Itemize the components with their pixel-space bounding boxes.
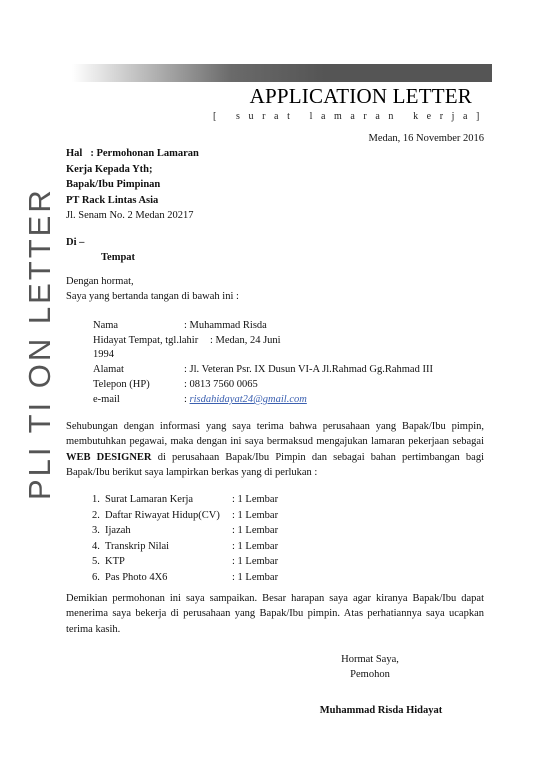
page-subtitle: [ surat lamaran kerja] (213, 111, 488, 122)
list-item-name: Daftar Riwayat Hidup(CV) (105, 509, 220, 521)
list-item-name: Transkrip Nilai (105, 540, 170, 552)
list-item (92, 570, 352, 586)
body-part-2: di perusahaan Bapak/Ibu Pimpin dan sebagai bahan pertimbangan bagi Bapak/Ibu berikut saya lampirkan berkas yang di perlukan : (66, 451, 485, 478)
list-item-number: 5. (92, 556, 100, 567)
list-item-number: 2. (92, 509, 100, 521)
body-paragraph (66, 419, 484, 480)
list-item-name: Ijazah (105, 525, 131, 536)
list-item-qty: : 1 Lembar (232, 509, 279, 521)
list-item (92, 523, 352, 539)
addressee-line-4: PT Rack Lintas Asia (66, 194, 159, 206)
telepon-value: : 0813 7560 0065 (184, 379, 258, 390)
list-item-name: Pas Photo 4X6 (105, 571, 168, 583)
list-item-number: 4. (92, 540, 100, 552)
list-item (92, 508, 352, 524)
alamat-label: Alamat (93, 364, 124, 375)
email-link[interactable]: risdahidayat24@gmail.com (189, 394, 307, 405)
nama-label: Nama (93, 320, 119, 331)
list-item-name: KTP (105, 556, 125, 567)
hal-line (66, 146, 199, 162)
tempat-label: Tempat (101, 252, 136, 263)
ttl-label: Hidayat Tempat, tgl.lahir (93, 335, 199, 346)
ttl-year: 1994 (93, 349, 114, 360)
list-item (92, 554, 352, 570)
signature-role: Pemohon (350, 669, 390, 680)
addressee-line-3: Bapak/Ibu Pimpinan (66, 179, 161, 190)
email-colon: : (184, 394, 187, 405)
di-label: Di – (66, 237, 85, 248)
body-part-1: Sehubungan dengan informasi yang saya terima bahwa perusahaan yang Bapak/Ibu pimpin, membutuhkan pegawai, maka dengan ini saya bermaksud mengajukan lamaran pekerjaan sebagai (66, 421, 484, 448)
addressee-line-2: Kerja Kepada Yth; (66, 163, 153, 175)
ttl-value: : Medan, 24 Juni (210, 335, 281, 346)
alamat-value: : Jl. Veteran Psr. IX Dusun VI-A Jl.Rahmad Gg.Rahmad III (184, 364, 433, 375)
intro-text: Saya yang bertanda tangan di bawah ini : (66, 291, 239, 302)
list-item (92, 492, 352, 508)
vertical-watermark-text: PLI TI ON LETTER (22, 187, 57, 500)
list-item-number: 1. (92, 494, 100, 505)
attachment-list (92, 492, 352, 585)
addressee-block (66, 146, 199, 224)
nama-value: : Muhammad Risda (184, 320, 267, 331)
list-item-qty: : 1 Lembar (232, 494, 279, 505)
header-gradient-bar (72, 64, 492, 82)
addressee-line-5: Jl. Senam No. 2 Medan 20217 (66, 210, 194, 221)
identity-block (93, 318, 493, 408)
telepon-label: Telepon (HP) (93, 379, 150, 390)
position-name: WEB DESIGNER (66, 451, 152, 463)
list-item-qty: : 1 Lembar (232, 540, 279, 552)
email-row (184, 392, 307, 408)
list-item (92, 539, 352, 555)
list-item-qty: : 1 Lembar (232, 571, 279, 583)
list-item-number: 6. (92, 571, 100, 583)
letter-date: Medan, 16 November 2016 (368, 133, 484, 144)
list-item-qty: : 1 Lembar (232, 556, 279, 567)
signature-regards: Hormat Saya, (341, 654, 399, 665)
list-item-qty: : 1 Lembar (232, 525, 279, 536)
hal-label: Hal (66, 148, 83, 159)
closing-paragraph: Demikian permohonan ini saya sampaikan. Besar harapan saya agar kiranya Bapak/Ibu dapat menerima saya bekerja di perusahaan yang Bapak/Ibu pimpin. Atas perhatiannya saya ucapkan terima kasih. (66, 593, 484, 635)
email-label: e-mail (93, 394, 120, 405)
hal-value: : Permohonan Lamaran (90, 148, 199, 159)
page-title: APPLICATION LETTER (249, 84, 472, 108)
greeting: Dengan hormat, (66, 276, 134, 287)
list-item-number: 3. (92, 525, 100, 536)
list-item-name: Surat Lamaran Kerja (105, 494, 194, 505)
signature-name: Muhammad Risda Hidayat (319, 705, 443, 716)
